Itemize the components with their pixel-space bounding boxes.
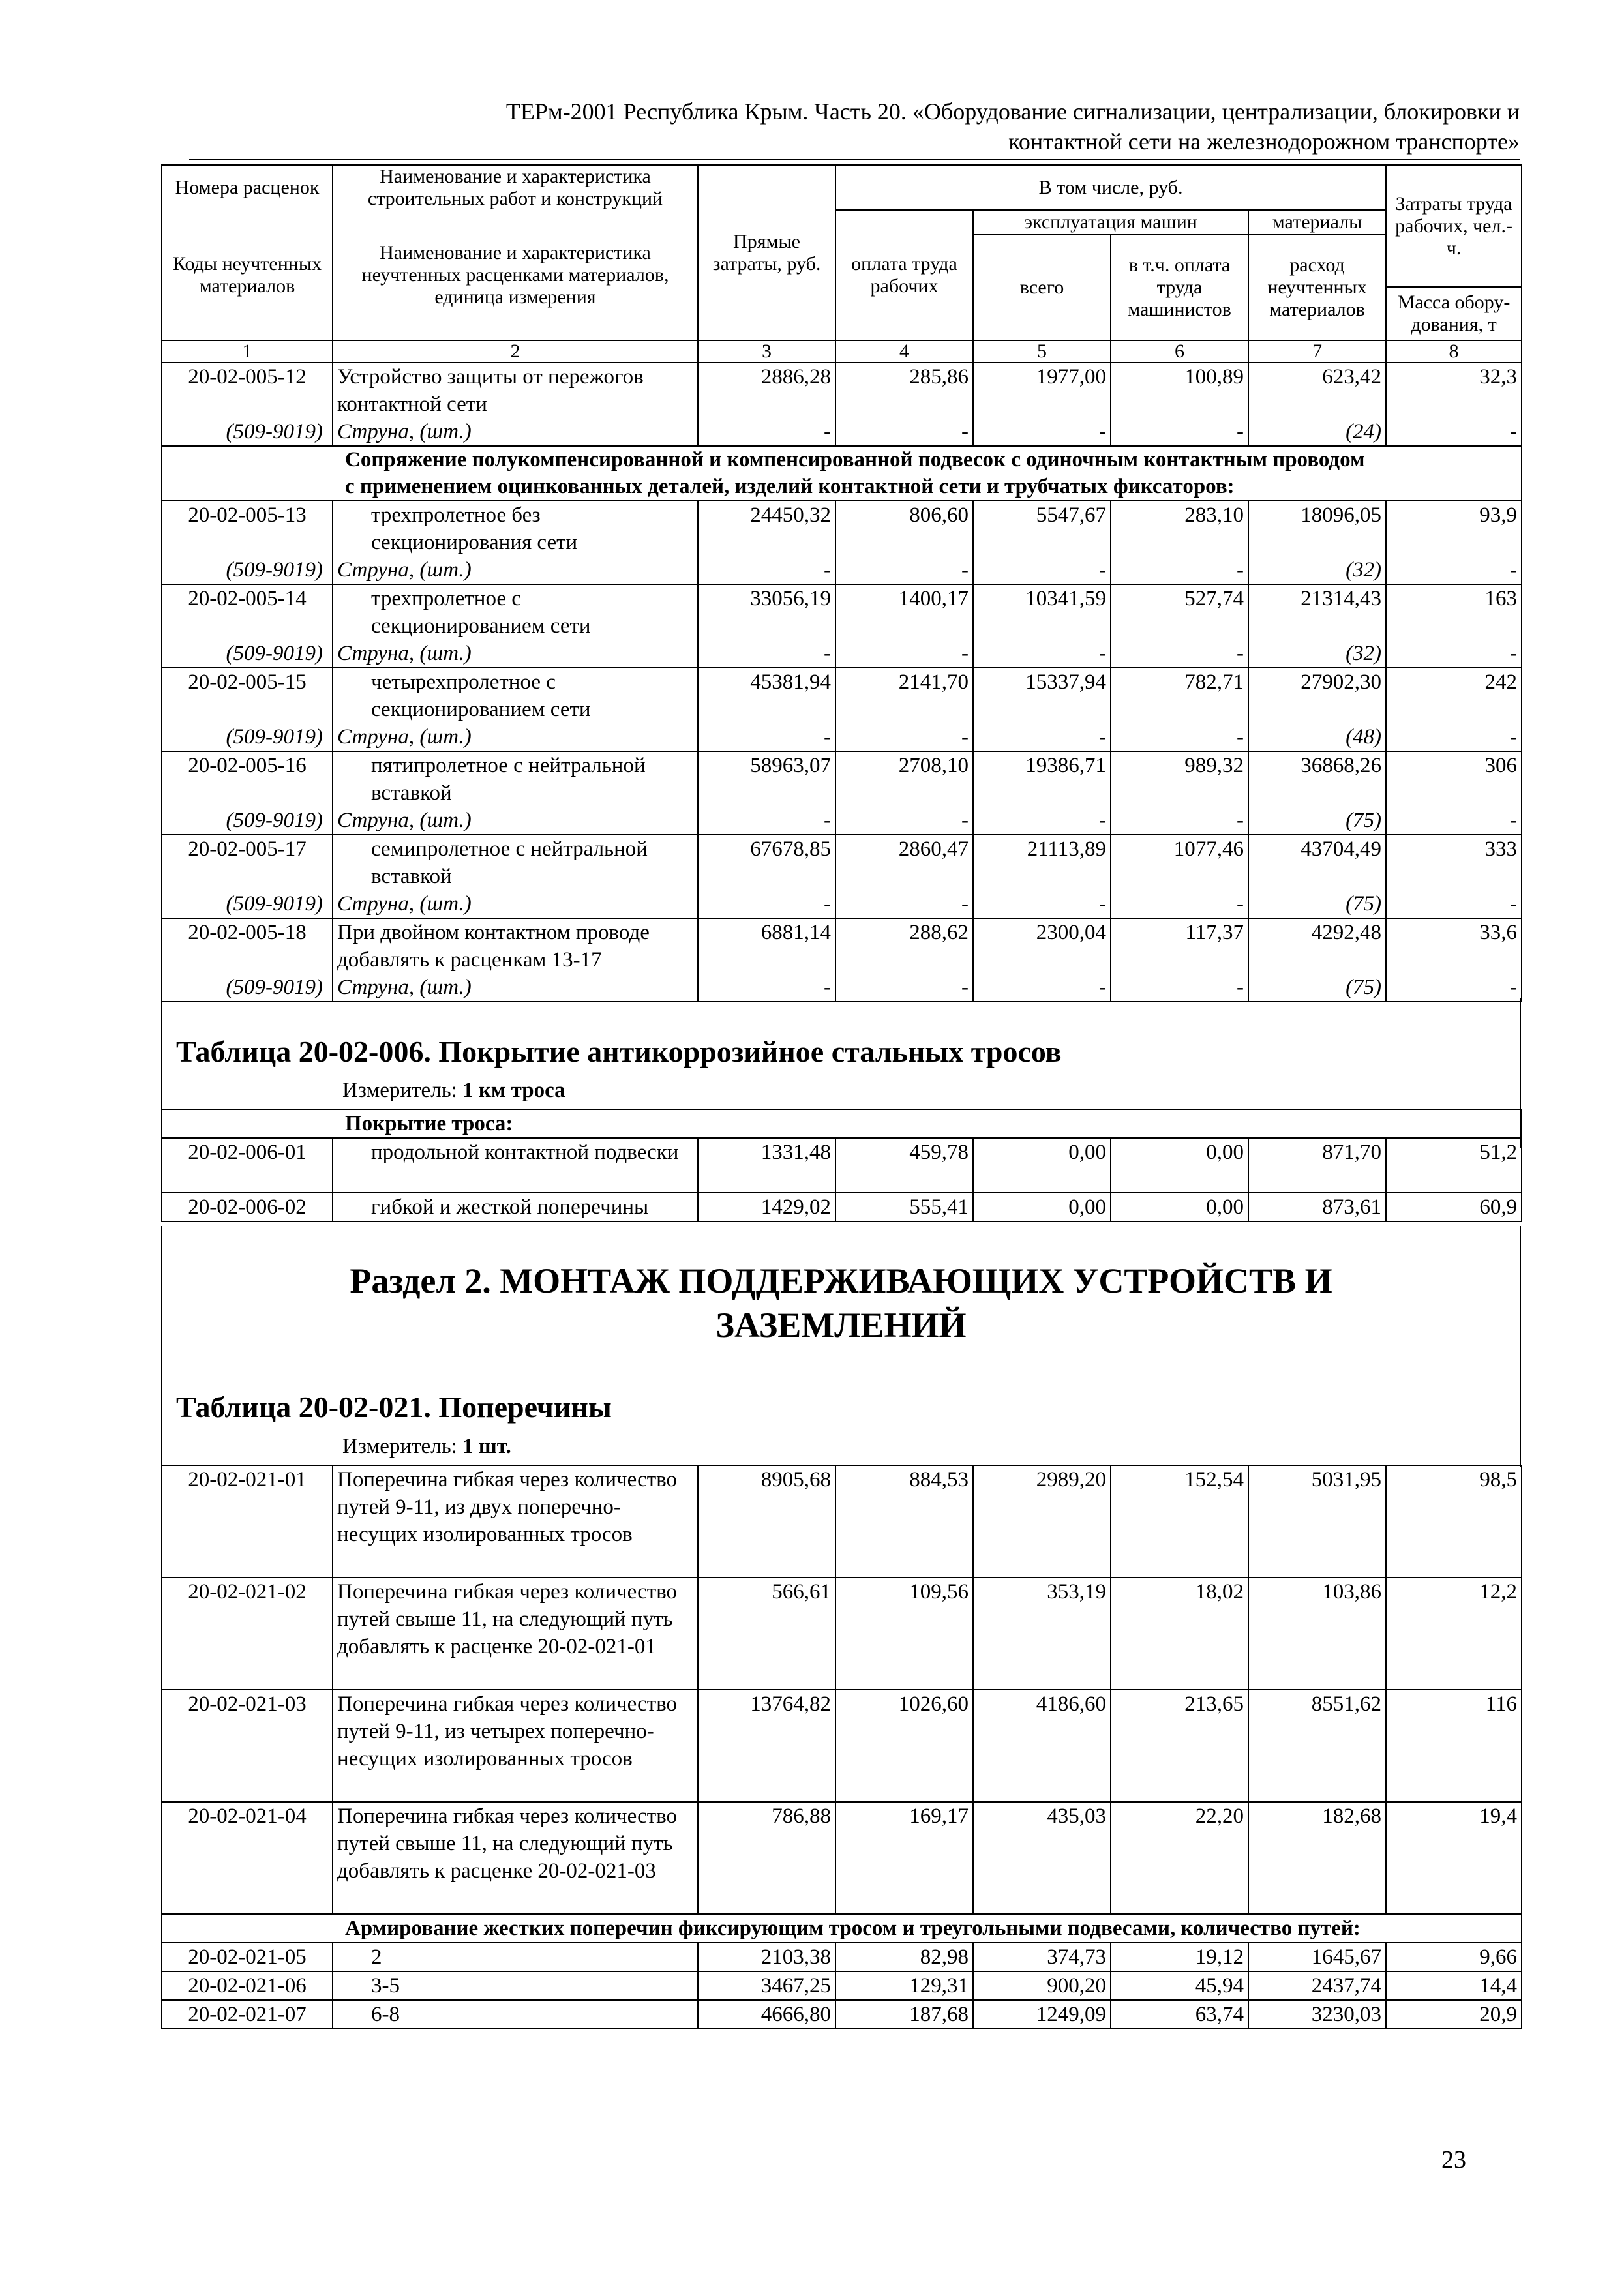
rate-code: 20-02-005-15 xyxy=(162,668,333,723)
col-number: 8 xyxy=(1386,340,1522,363)
table-006-measure xyxy=(342,1077,565,1103)
col-number: 7 xyxy=(1248,340,1386,363)
measure-value: 1 шт. xyxy=(462,1435,511,1458)
materials-cost: 182,68 xyxy=(1248,1802,1386,1914)
materials-cost: 36868,26 xyxy=(1248,751,1386,807)
material-name: Струна, (шт.) xyxy=(333,418,698,446)
dash: - xyxy=(1111,723,1248,751)
col-header-labor: Затраты труда рабочих, чел.-ч. xyxy=(1386,165,1522,287)
measure-value: 1 км троса xyxy=(462,1079,565,1102)
worker-pay: 169,17 xyxy=(835,1802,973,1914)
worker-pay: 129,31 xyxy=(835,1971,973,2000)
direct-costs: 6881,14 xyxy=(698,918,835,974)
machines-total: 1249,09 xyxy=(973,2000,1111,2029)
rate-name: При двойном контактном проводе добавлять к расценкам 13-17 xyxy=(333,918,698,974)
direct-costs: 33056,19 xyxy=(698,584,835,640)
rate-code: 20-02-021-06 xyxy=(162,1971,333,2000)
worker-pay: 187,68 xyxy=(835,2000,973,2029)
material-code: (509-9019) xyxy=(162,807,333,835)
section-heading-row xyxy=(162,446,1522,501)
operator-pay: 152,54 xyxy=(1111,1465,1248,1578)
dash: - xyxy=(835,974,973,1002)
measure-label: Измеритель: xyxy=(342,1435,463,1458)
dash: - xyxy=(835,556,973,584)
col-number: 3 xyxy=(698,340,835,363)
material-code: (509-9019) xyxy=(162,640,333,668)
table-row xyxy=(162,584,1522,640)
table-row xyxy=(162,1578,1522,1690)
rate-code: 20-02-021-02 xyxy=(162,1578,333,1690)
table-row xyxy=(162,1943,1522,1971)
material-row xyxy=(162,890,1522,918)
dash: - xyxy=(1111,807,1248,835)
direct-costs: 1331,48 xyxy=(698,1138,835,1193)
rates-table-005 xyxy=(161,164,1522,1002)
operator-pay: 100,89 xyxy=(1111,363,1248,418)
rate-code: 20-02-021-05 xyxy=(162,1943,333,1971)
section-heading-row xyxy=(162,1914,1522,1943)
labor-cost: 51,2 xyxy=(1386,1138,1522,1193)
running-header-line1: ТЕРм-2001 Республика Крым. Часть 20. «Оборудование сигнализации, централизации, блокировки и xyxy=(505,98,1520,125)
material-row xyxy=(162,640,1522,668)
material-code: (509-9019) xyxy=(162,723,333,751)
dash: - xyxy=(1386,723,1522,751)
machines-total: 0,00 xyxy=(973,1138,1111,1193)
col-header-material-name: Наименование и характеристика неучтенных расценками материалов, единица измерения xyxy=(333,210,698,340)
rate-code: 20-02-021-03 xyxy=(162,1690,333,1802)
machines-total: 1977,00 xyxy=(973,363,1111,418)
rates-table-006 xyxy=(161,1109,1522,1222)
direct-costs: 13764,82 xyxy=(698,1690,835,1802)
dash: - xyxy=(698,974,835,1002)
operator-pay: 18,02 xyxy=(1111,1578,1248,1690)
material-row xyxy=(162,974,1522,1002)
materials-cost: 873,61 xyxy=(1248,1193,1386,1221)
machines-total: 4186,60 xyxy=(973,1690,1111,1802)
rate-code: 20-02-005-16 xyxy=(162,751,333,807)
direct-costs: 4666,80 xyxy=(698,2000,835,2029)
col-header-worker-pay: оплата труда рабочих xyxy=(835,210,973,340)
material-code: (509-9019) xyxy=(162,974,333,1002)
material-name: Струна, (шт.) xyxy=(333,807,698,835)
direct-costs: 45381,94 xyxy=(698,668,835,723)
dash: - xyxy=(973,723,1111,751)
rate-code: 20-02-005-18 xyxy=(162,918,333,974)
material-row xyxy=(162,723,1522,751)
col-header-rate-number: Номера расценок xyxy=(162,165,333,210)
dash: - xyxy=(1386,418,1522,446)
machines-total: 374,73 xyxy=(973,1943,1111,1971)
material-name: Струна, (шт.) xyxy=(333,723,698,751)
materials-cost: 103,86 xyxy=(1248,1578,1386,1690)
operator-pay: 22,20 xyxy=(1111,1802,1248,1914)
section-heading: Сопряжение полукомпенсированной и компенсированной подвесок с одиночным контактным проводом xyxy=(345,448,1365,471)
rate-code: 20-02-021-04 xyxy=(162,1802,333,1914)
material-consumption: (24) xyxy=(1248,418,1386,446)
material-consumption: (32) xyxy=(1248,556,1386,584)
direct-costs: 67678,85 xyxy=(698,835,835,890)
machines-total: 5547,67 xyxy=(973,501,1111,556)
material-consumption: (32) xyxy=(1248,640,1386,668)
operator-pay: 63,74 xyxy=(1111,2000,1248,2029)
table-row xyxy=(162,751,1522,807)
dash: - xyxy=(698,418,835,446)
dash: - xyxy=(1386,890,1522,918)
dash: - xyxy=(1386,974,1522,1002)
materials-cost: 4292,48 xyxy=(1248,918,1386,974)
material-consumption: (75) xyxy=(1248,807,1386,835)
rate-code: 20-02-005-13 xyxy=(162,501,333,556)
dash: - xyxy=(973,807,1111,835)
rate-name: Поперечина гибкая через количество путей 9-11, из двух поперечно-несущих изолированных тросов xyxy=(333,1465,698,1578)
section-2-title-line2: ЗАЗЕМЛЕНИЙ xyxy=(715,1306,967,1345)
labor-cost: 14,4 xyxy=(1386,1971,1522,2000)
operator-pay: 213,65 xyxy=(1111,1690,1248,1802)
rate-name: 6-8 xyxy=(333,2000,698,2029)
material-consumption: (75) xyxy=(1248,974,1386,1002)
direct-costs: 2103,38 xyxy=(698,1943,835,1971)
labor-cost: 32,3 xyxy=(1386,363,1522,418)
material-row xyxy=(162,556,1522,584)
materials-cost: 3230,03 xyxy=(1248,2000,1386,2029)
material-name: Струна, (шт.) xyxy=(333,890,698,918)
col-header-work-name: Наименование и характеристика строительных работ и конструкций xyxy=(333,165,698,210)
rate-name: Устройство защиты от пережогов контактной сети xyxy=(333,363,698,418)
running-header xyxy=(307,97,1520,157)
rate-name: 2 xyxy=(333,1943,698,1971)
table-row xyxy=(162,668,1522,723)
operator-pay: 117,37 xyxy=(1111,918,1248,974)
dash: - xyxy=(1386,556,1522,584)
table-row xyxy=(162,363,1522,418)
dash: - xyxy=(973,640,1111,668)
dash: - xyxy=(698,890,835,918)
labor-cost: 60,9 xyxy=(1386,1193,1522,1221)
rate-code: 20-02-005-12 xyxy=(162,363,333,418)
worker-pay: 1400,17 xyxy=(835,584,973,640)
operator-pay: 19,12 xyxy=(1111,1943,1248,1971)
worker-pay: 82,98 xyxy=(835,1943,973,1971)
table-row xyxy=(162,501,1522,556)
dash: - xyxy=(835,723,973,751)
rate-code: 20-02-021-07 xyxy=(162,2000,333,2029)
dash: - xyxy=(1111,556,1248,584)
worker-pay: 459,78 xyxy=(835,1138,973,1193)
table-row xyxy=(162,1465,1522,1578)
dash: - xyxy=(835,807,973,835)
machines-total: 353,19 xyxy=(973,1578,1111,1690)
table-row xyxy=(162,1802,1522,1914)
labor-cost: 9,66 xyxy=(1386,1943,1522,1971)
materials-cost: 1645,67 xyxy=(1248,1943,1386,1971)
table-021-title: Таблица 20-02-021. Поперечины xyxy=(176,1390,612,1424)
table-row xyxy=(162,1690,1522,1802)
rate-name: семипролетное с нейтральной вставкой xyxy=(333,835,698,890)
operator-pay: 0,00 xyxy=(1111,1193,1248,1221)
table-row xyxy=(162,918,1522,974)
material-row xyxy=(162,418,1522,446)
dash: - xyxy=(1111,974,1248,1002)
rate-name: трехпролетное с секционированием сети xyxy=(333,584,698,640)
rate-code: 20-02-006-01 xyxy=(162,1138,333,1193)
table-row xyxy=(162,2000,1522,2029)
section-2-title-line1: Раздел 2. МОНТАЖ ПОДДЕРЖИВАЮЩИХ УСТРОЙСТВ И xyxy=(350,1261,1332,1300)
labor-cost: 98,5 xyxy=(1386,1465,1522,1578)
dash: - xyxy=(698,640,835,668)
operator-pay: 0,00 xyxy=(1111,1138,1248,1193)
dash: - xyxy=(835,418,973,446)
direct-costs: 566,61 xyxy=(698,1578,835,1690)
operator-pay: 45,94 xyxy=(1111,1971,1248,2000)
dash: - xyxy=(835,890,973,918)
machines-total: 0,00 xyxy=(973,1193,1111,1221)
rate-name: 3-5 xyxy=(333,1971,698,2000)
direct-costs: 786,88 xyxy=(698,1802,835,1914)
rates-table-021 xyxy=(161,1465,1522,2029)
machines-total: 2989,20 xyxy=(973,1465,1111,1578)
direct-costs: 1429,02 xyxy=(698,1193,835,1221)
worker-pay: 555,41 xyxy=(835,1193,973,1221)
worker-pay: 2860,47 xyxy=(835,835,973,890)
material-code: (509-9019) xyxy=(162,890,333,918)
table-row xyxy=(162,1971,1522,2000)
material-consumption: (48) xyxy=(1248,723,1386,751)
section-heading: Покрытие троса: xyxy=(162,1109,1522,1138)
material-code: (509-9019) xyxy=(162,418,333,446)
dash: - xyxy=(698,807,835,835)
rate-name: Поперечина гибкая через количество путей 9-11, из четырех поперечно-несущих изолированных тросов xyxy=(333,1690,698,1802)
table-row xyxy=(162,1138,1522,1193)
dash: - xyxy=(1386,640,1522,668)
section-heading-continued: с применением оцинкованных деталей, изделий контактной сети и трубчатых фиксаторов: xyxy=(345,475,1235,498)
dash: - xyxy=(973,890,1111,918)
running-header-line2: контактной сети на железнодорожном транспорте» xyxy=(1008,128,1520,155)
labor-cost: 33,6 xyxy=(1386,918,1522,974)
rate-code: 20-02-005-17 xyxy=(162,835,333,890)
labor-cost: 20,9 xyxy=(1386,2000,1522,2029)
materials-cost: 21314,43 xyxy=(1248,584,1386,640)
dash: - xyxy=(1111,418,1248,446)
materials-cost: 18096,05 xyxy=(1248,501,1386,556)
machines-total: 15337,94 xyxy=(973,668,1111,723)
rate-name: четырехпролетное с секционированием сети xyxy=(333,668,698,723)
section-heading: Армирование жестких поперечин фиксирующим тросом и треугольными подвесами, количество путей: xyxy=(162,1914,1522,1943)
col-number: 5 xyxy=(973,340,1111,363)
material-name: Струна, (шт.) xyxy=(333,974,698,1002)
labor-cost: 333 xyxy=(1386,835,1522,890)
labor-cost: 163 xyxy=(1386,584,1522,640)
table-021-measure xyxy=(342,1433,511,1459)
rate-name: Поперечина гибкая через количество путей свыше 11, на следующий путь добавлять к расценке 20-02-021-03 xyxy=(333,1802,698,1914)
dash: - xyxy=(698,556,835,584)
materials-cost: 5031,95 xyxy=(1248,1465,1386,1578)
worker-pay: 1026,60 xyxy=(835,1690,973,1802)
materials-cost: 2437,74 xyxy=(1248,1971,1386,2000)
section-heading-row xyxy=(162,1109,1522,1138)
labor-cost: 93,9 xyxy=(1386,501,1522,556)
dash: - xyxy=(835,640,973,668)
dash: - xyxy=(1386,807,1522,835)
dash: - xyxy=(1111,640,1248,668)
direct-costs: 58963,07 xyxy=(698,751,835,807)
rate-name: Поперечина гибкая через количество путей свыше 11, на следующий путь добавлять к расценке 20-02-021-01 xyxy=(333,1578,698,1690)
materials-cost: 623,42 xyxy=(1248,363,1386,418)
machines-total: 900,20 xyxy=(973,1971,1111,2000)
labor-cost: 19,4 xyxy=(1386,1802,1522,1914)
table-006-title: Таблица 20-02-006. Покрытие антикоррозийное стальных тросов xyxy=(176,1035,1062,1068)
dash: - xyxy=(973,418,1111,446)
machines-total: 435,03 xyxy=(973,1802,1111,1914)
materials-cost: 871,70 xyxy=(1248,1138,1386,1193)
machines-total: 10341,59 xyxy=(973,584,1111,640)
material-name: Струна, (шт.) xyxy=(333,556,698,584)
direct-costs: 8905,68 xyxy=(698,1465,835,1578)
material-code: (509-9019) xyxy=(162,556,333,584)
dash: - xyxy=(973,974,1111,1002)
table-row xyxy=(162,835,1522,890)
direct-costs: 24450,32 xyxy=(698,501,835,556)
operator-pay: 782,71 xyxy=(1111,668,1248,723)
rate-name: продольной контактной подвески xyxy=(333,1138,698,1193)
materials-cost: 27902,30 xyxy=(1248,668,1386,723)
col-number: 1 xyxy=(162,340,333,363)
material-name: Струна, (шт.) xyxy=(333,640,698,668)
material-row xyxy=(162,807,1522,835)
worker-pay: 806,60 xyxy=(835,501,973,556)
header-rule xyxy=(189,159,1520,160)
col-header-direct-costs: Прямые затраты, руб. xyxy=(698,165,835,340)
col-header-machines: эксплуатация машин xyxy=(973,210,1248,235)
labor-cost: 242 xyxy=(1386,668,1522,723)
operator-pay: 527,74 xyxy=(1111,584,1248,640)
col-number: 2 xyxy=(333,340,698,363)
labor-cost: 306 xyxy=(1386,751,1522,807)
rate-code: 20-02-021-01 xyxy=(162,1465,333,1578)
worker-pay: 2141,70 xyxy=(835,668,973,723)
col-header-machines-total: всего xyxy=(973,235,1111,340)
col-header-group: В том числе, руб. xyxy=(835,165,1386,210)
table-row xyxy=(162,1193,1522,1221)
rate-code: 20-02-005-14 xyxy=(162,584,333,640)
worker-pay: 285,86 xyxy=(835,363,973,418)
machines-total: 2300,04 xyxy=(973,918,1111,974)
rate-name: гибкой и жесткой поперечины xyxy=(333,1193,698,1221)
materials-cost: 8551,62 xyxy=(1248,1690,1386,1802)
worker-pay: 109,56 xyxy=(835,1578,973,1690)
labor-cost: 116 xyxy=(1386,1690,1522,1802)
section-2-title xyxy=(161,1259,1521,1347)
worker-pay: 884,53 xyxy=(835,1465,973,1578)
col-header-material-codes: Коды неучтенных материалов xyxy=(162,210,333,340)
rate-name: пятипролетное с нейтральной вставкой xyxy=(333,751,698,807)
dash: - xyxy=(698,723,835,751)
col-number: 6 xyxy=(1111,340,1248,363)
page-number: 23 xyxy=(1441,2146,1466,2174)
col-number: 4 xyxy=(835,340,973,363)
rate-name: трехпролетное без секционирования сети xyxy=(333,501,698,556)
machines-total: 19386,71 xyxy=(973,751,1111,807)
operator-pay: 989,32 xyxy=(1111,751,1248,807)
col-header-materials: материалы xyxy=(1248,210,1386,235)
col-header-material-consumption: расход неучтенных материалов xyxy=(1248,235,1386,340)
rate-code: 20-02-006-02 xyxy=(162,1193,333,1221)
direct-costs: 2886,28 xyxy=(698,363,835,418)
worker-pay: 288,62 xyxy=(835,918,973,974)
col-header-mass: Масса обору-дования, т xyxy=(1386,287,1522,340)
worker-pay: 2708,10 xyxy=(835,751,973,807)
dash: - xyxy=(1111,890,1248,918)
col-header-operator-pay: в т.ч. оплата труда машинистов xyxy=(1111,235,1248,340)
operator-pay: 283,10 xyxy=(1111,501,1248,556)
dash: - xyxy=(973,556,1111,584)
measure-label: Измеритель: xyxy=(342,1079,463,1102)
direct-costs: 3467,25 xyxy=(698,1971,835,2000)
machines-total: 21113,89 xyxy=(973,835,1111,890)
labor-cost: 12,2 xyxy=(1386,1578,1522,1690)
material-consumption: (75) xyxy=(1248,890,1386,918)
operator-pay: 1077,46 xyxy=(1111,835,1248,890)
materials-cost: 43704,49 xyxy=(1248,835,1386,890)
